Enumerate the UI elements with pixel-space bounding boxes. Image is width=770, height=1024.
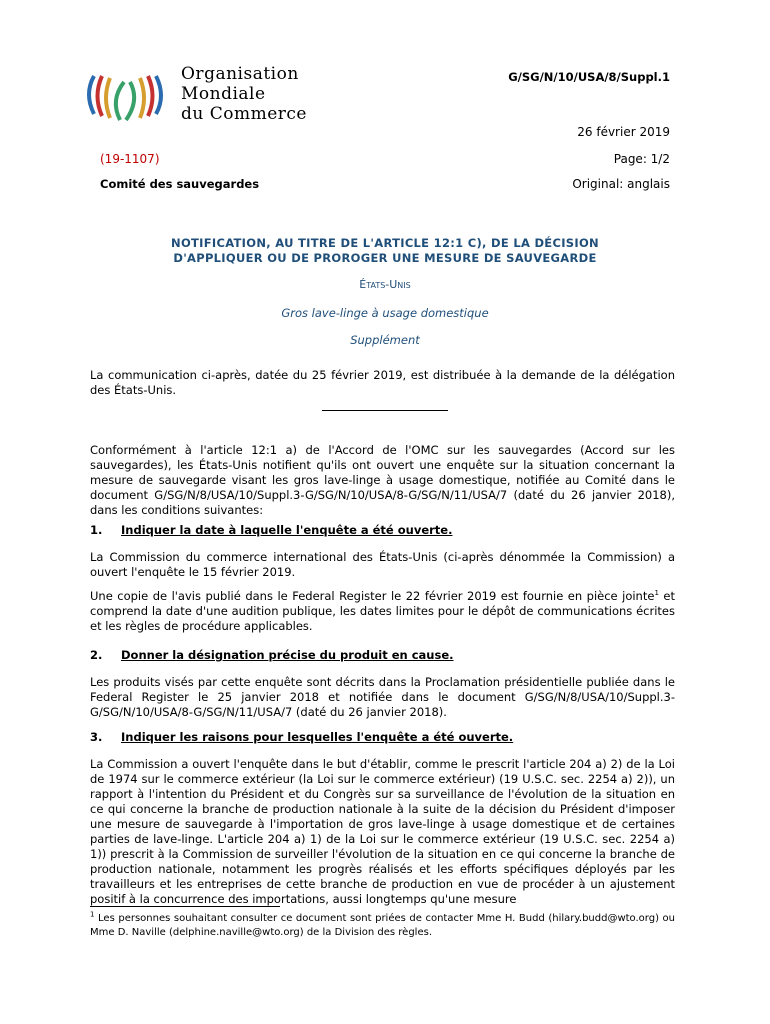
document-symbol: G/SG/N/10/USA/8/Suppl.1	[508, 70, 670, 84]
section-number: 3.	[90, 730, 103, 744]
section-1-paragraph-1: La Commission du commerce international des États-Unis (ci-après dénommée la Commission) a ouvert l'enquête le 15 février 2019.	[90, 550, 675, 579]
section-title: Indiquer les raisons pour lesquelles l'enquête a été ouverte.	[121, 730, 514, 744]
supplement-label: Supplément	[350, 333, 420, 347]
section-number: 2.	[90, 648, 103, 662]
section-title: Donner la désignation précise du produit en cause.	[121, 648, 454, 662]
section-1-paragraph-2	[90, 589, 675, 634]
section-number: 1.	[90, 523, 103, 537]
country-name: États-Unis	[359, 278, 411, 291]
wto-logo-icon	[80, 56, 170, 136]
footnote-reference[interactable]: 1	[654, 589, 659, 598]
footnote-separator	[90, 906, 280, 907]
org-line-3: du Commerce	[181, 104, 307, 124]
org-line-2: Mondiale	[181, 84, 266, 104]
paragraph-text: Une copie de l'avis publié dans le Federal Register le 22 février 2019 est fournie en pièce jointe	[90, 589, 655, 603]
paragraph-1: Conformément à l'article 12:1 a) de l'Accord de l'OMC sur les sauvegardes (Accord sur les sauvegardes), les États-Unis notifient qu'ils ont ouvert une enquête sur la situation concernant la mesure de sauvegarde visant les gros lave-linge à usage domestique, notifiée au Comité dans le document G/SG/N/8/USA/10/Suppl.3-G/SG/N/10/USA/8-G/SG/N/11/USA/7 (daté du 26 janvier 2018), dans les conditions suivantes:	[90, 443, 675, 517]
intro-paragraph: La communication ci-après, datée du 25 février 2019, est distribuée à la demande de la délégation des États-Unis.	[90, 368, 675, 397]
document-title	[100, 236, 670, 266]
page-number: Page: 1/2	[613, 152, 670, 166]
document-date: 26 février 2019	[577, 125, 670, 139]
paragraph-text: et comprend la date d'une audition publique, les dates limites pour le dépôt de communications écrites et les règles de procédure applicables.	[90, 589, 675, 633]
org-line-1: Organisation	[181, 64, 299, 84]
committee-name: Comité des sauvegardes	[100, 177, 260, 191]
document-reference: (19-1107)	[100, 152, 160, 166]
original-language: Original: anglais	[572, 177, 670, 191]
title-line-1: NOTIFICATION, AU TITRE DE L'ARTICLE 12:1 C), DE LA DÉCISION	[171, 236, 599, 250]
footnote	[90, 912, 675, 940]
section-2-heading	[90, 648, 454, 662]
product-name: Gros lave-linge à usage domestique	[281, 306, 489, 320]
section-2-paragraph-1: Les produits visés par cette enquête sont décrits dans la Proclamation présidentielle publiée dans le Federal Register le 25 janvier 2018 et notifiée dans le document G/SG/N/8/USA/10/Suppl.3-G/SG/N/10/USA/8-G/SG/N/11/USA/7 (daté du 26 janvier 2018).	[90, 675, 675, 719]
section-title: Indiquer la date à laquelle l'enquête a été ouverte.	[121, 523, 453, 537]
footnote-text: Les personnes souhaitant consulter ce document sont priées de contacter Mme H. Budd (hilary.budd@wto.org) ou Mme D. Naville (delphine.naville@wto.org) de la Division des règles.	[90, 913, 675, 938]
separator-line	[322, 410, 448, 411]
section-3-paragraph-1: La Commission a ouvert l'enquête dans le but d'établir, comme le prescrit l'article 204 a) 2) de la Loi de 1974 sur le commerce extérieur (la Loi sur le commerce extérieur) (19 U.S.C. sec. 2254 a) 2)), un rapport à l'intention du Président et du Congrès sur sa surveillance de l'évolution de la situation en ce qui concerne la branche de production nationale à la suite de la décision du Président d'imposer une mesure de sauvegarde à l'importation de gros lave-linge à usage domestique et de certaines parties de lave-linge. L'article 204 a) 1) de la Loi sur le commerce extérieur (19 U.S.C. sec. 2254 a) 1)) prescrit à la Commission de surveiller l'évolution de la situation en ce qui concerne la branche de production nationale, notamment les progrès réalisés et les efforts spécifiques déployés par les travailleurs et les entreprises de cette branche de production en vue de procéder à un ajustement positif à la concurrence des importations, aussi longtemps qu'une mesure	[90, 757, 675, 906]
footnote-mark: 1	[90, 910, 95, 919]
section-3-heading	[90, 730, 513, 744]
title-line-2: D'APPLIQUER OU DE PROROGER UNE MESURE DE SAUVEGARDE	[173, 251, 597, 265]
section-1-heading	[90, 523, 452, 537]
organisation-name	[181, 64, 307, 124]
